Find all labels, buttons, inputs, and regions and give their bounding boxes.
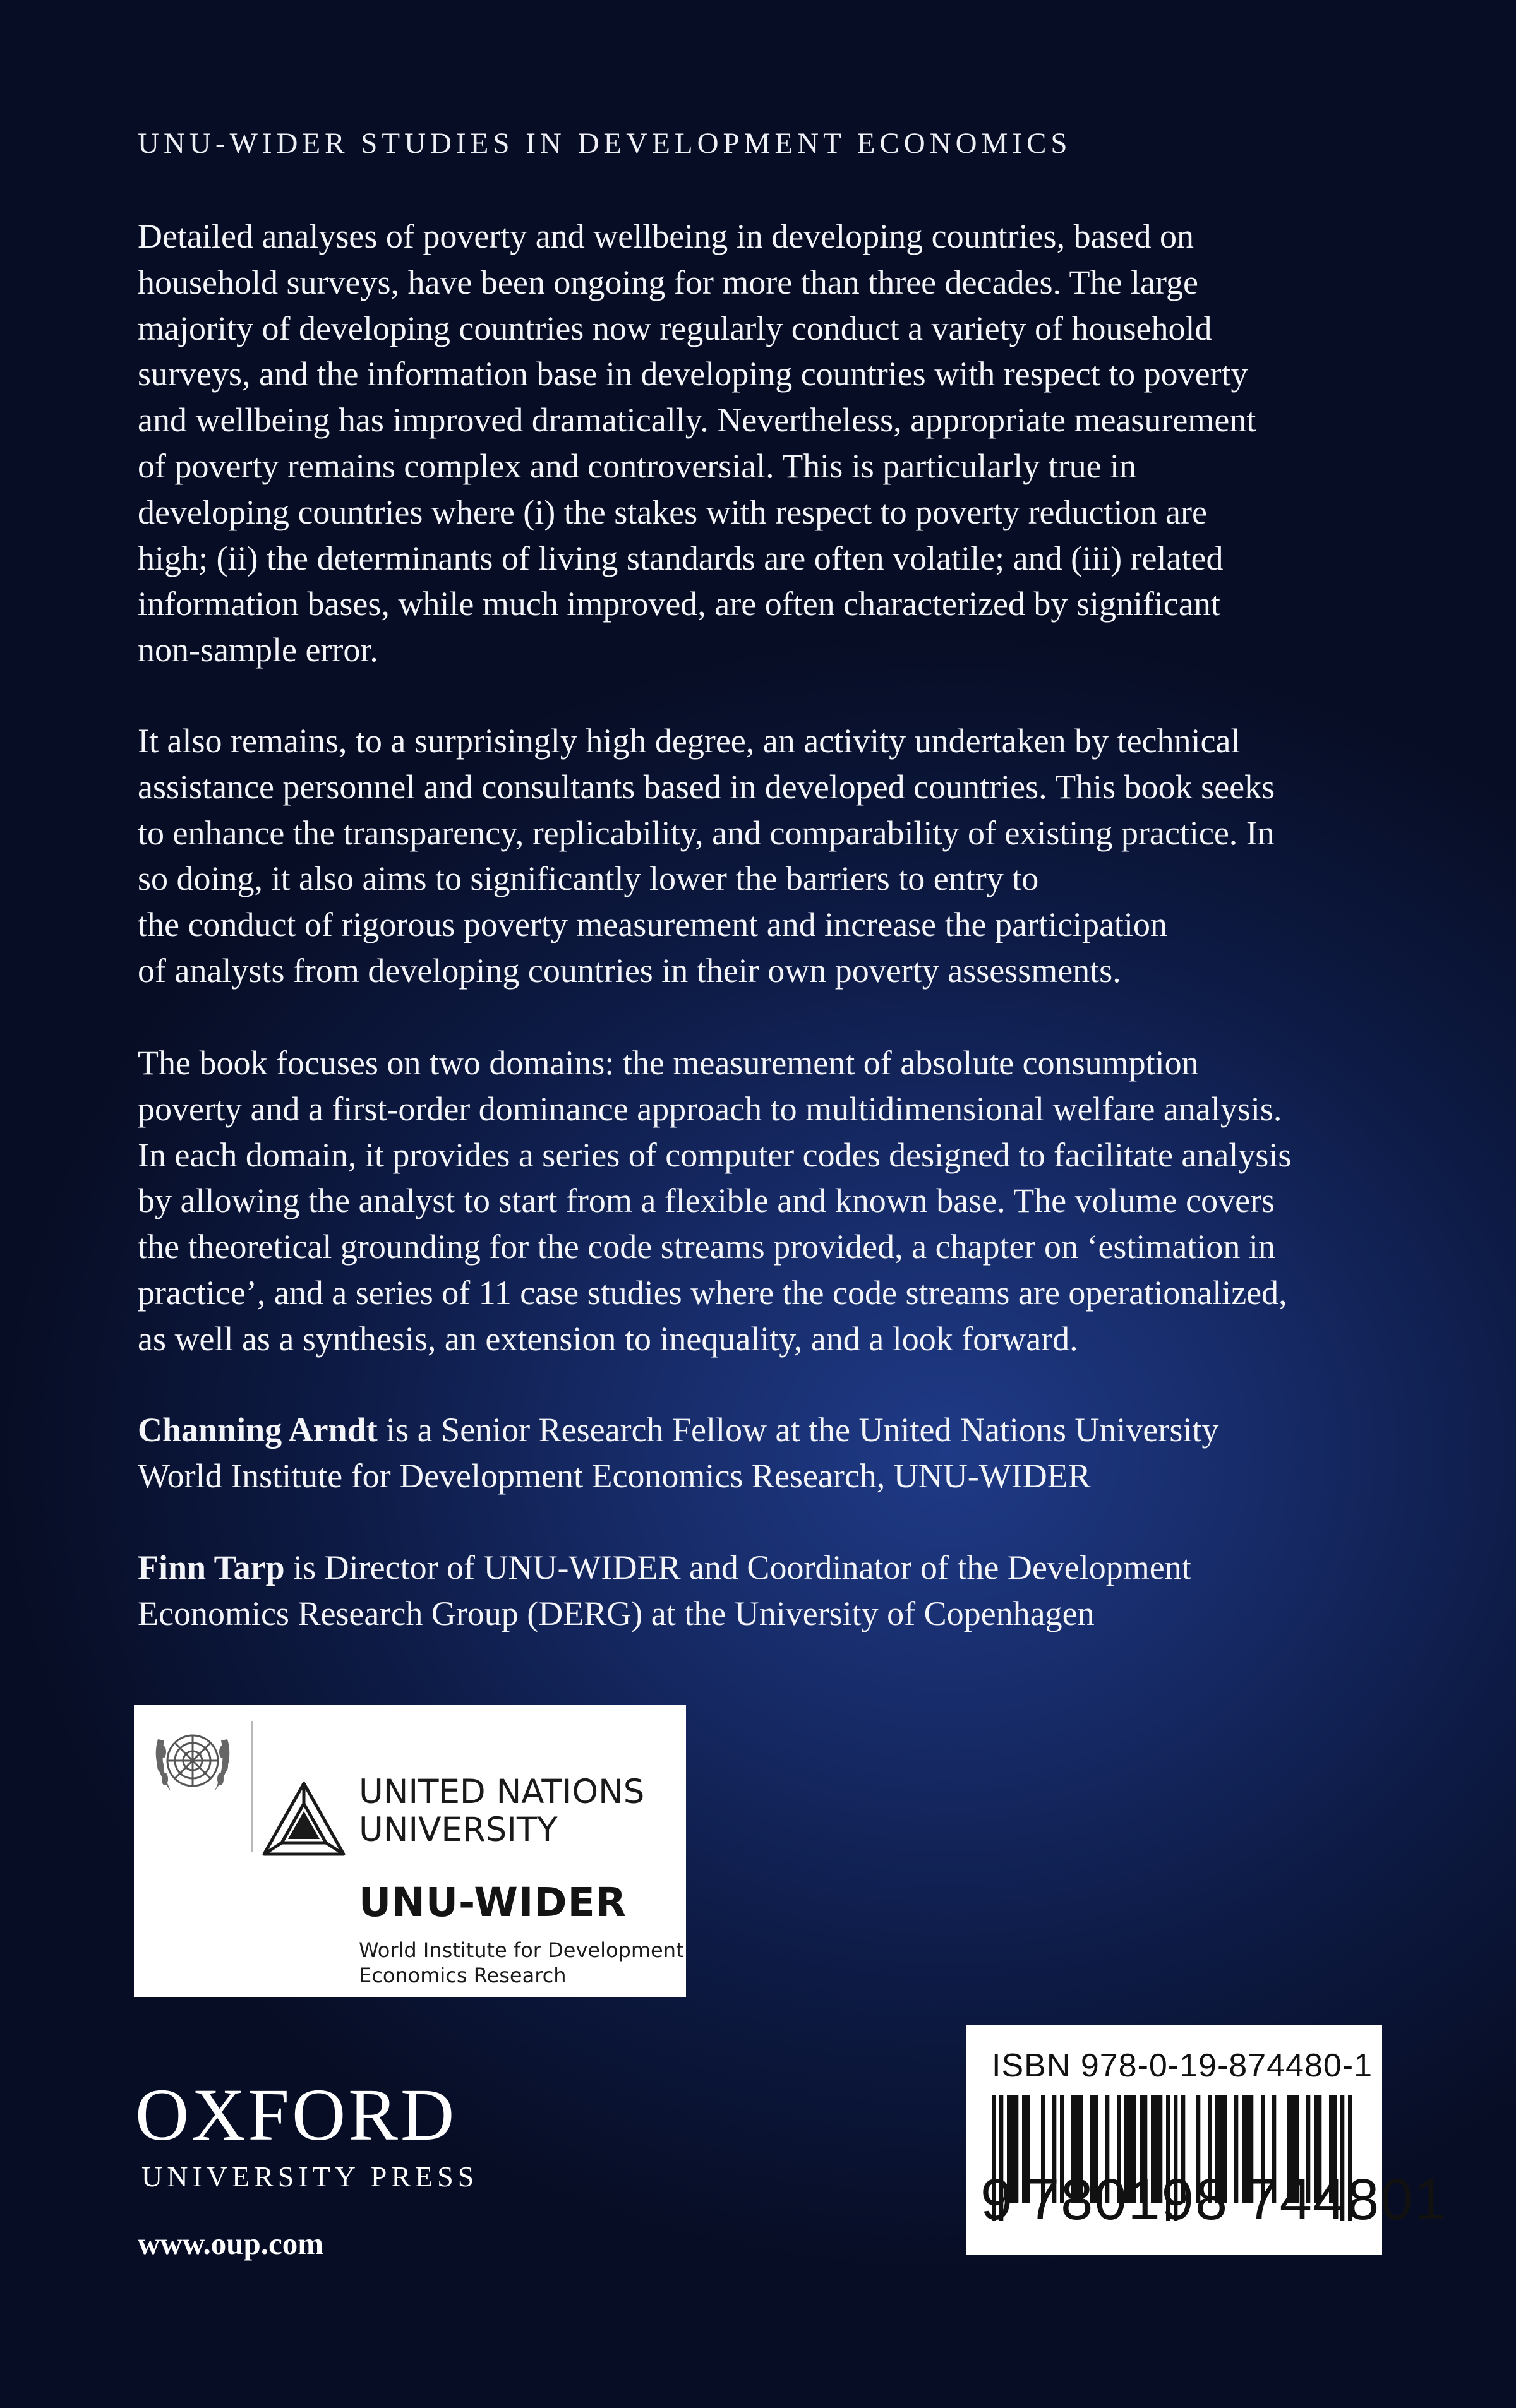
- publisher-website: www.oup.com: [138, 2226, 324, 2261]
- publisher-press: UNIVERSITY PRESS: [141, 2160, 479, 2193]
- un-emblem-icon: [145, 1720, 240, 1809]
- text-line: of poverty remains complex and controversial. This is particularly true in: [138, 446, 1137, 485]
- text-line: so doing, it also aims to significantly lower the barriers to entry to: [138, 860, 1039, 898]
- text-line: developing countries where (i) the stakes with respect to poverty reduction are: [138, 493, 1207, 531]
- text-line: as well as a synthesis, an extension to inequality, and a look forward.: [138, 1319, 1078, 1358]
- unu-triangle-logo-icon: [258, 1777, 350, 1871]
- text-line: The book focuses on two domains: the measurement of absolute consumption: [138, 1044, 1199, 1082]
- text-line: to enhance the transparency, replicability, and comparability of existing practice. In: [138, 813, 1275, 852]
- author-bio-text: is a Senior Research Fellow at the United Nations University: [377, 1411, 1219, 1449]
- text-line: and wellbeing has improved dramatically. Nevertheless, appropriate measurement: [138, 401, 1256, 440]
- unu-name-line: UNITED NATIONS: [359, 1773, 645, 1811]
- logo-divider: [251, 1721, 253, 1852]
- publisher-logo: OXFORD: [135, 2073, 457, 2156]
- barcode-bar: [1014, 2095, 1018, 2203]
- text-line: information bases, while much improved, are often characterized by significant: [138, 585, 1220, 623]
- description-paragraph-2: [138, 718, 1275, 994]
- text-line: Economics Research Group (DERG) at the University of Copenhagen: [138, 1594, 1095, 1632]
- description-paragraph-1: [138, 213, 1256, 673]
- series-title: UNU-WIDER STUDIES IN DEVELOPMENT ECONOMICS: [138, 127, 1072, 160]
- unu-wider-logo-panel: [134, 1705, 686, 1997]
- ean-first-digit: 9: [980, 2167, 1013, 2232]
- author-bio-arndt: [138, 1407, 1218, 1499]
- text-line: [138, 1407, 1218, 1453]
- ean-digits: 780198 744801: [1027, 2167, 1448, 2232]
- text-line: by allowing the analyst to start from a flexible and known base. The volume covers: [138, 1182, 1275, 1220]
- text-line: high; (ii) the determinants of living standards are often volatile; and (iii) related: [138, 539, 1224, 577]
- barcode-bar: [1022, 2095, 1026, 2203]
- text-line: household surveys, have been ongoing for more than three decades. The large: [138, 263, 1198, 301]
- isbn-text: ISBN 978-0-19-874480-1: [992, 2047, 1373, 2084]
- isbn-barcode-panel: [966, 2025, 1448, 2255]
- text-line: non-sample error.: [138, 631, 378, 669]
- text-line: poverty and a first-order dominance approach to multidimensional welfare analysis.: [138, 1089, 1282, 1128]
- text-line: [138, 1545, 1191, 1591]
- author-bio-text: is Director of UNU-WIDER and Coordinator of the Development: [284, 1548, 1191, 1586]
- text-line: World Institute for Development Economics Research, UNU-WIDER: [138, 1456, 1091, 1495]
- text-line: In each domain, it provides a series of computer codes designed to facilitate analysis: [138, 1135, 1292, 1174]
- author-name: Finn Tarp: [138, 1548, 285, 1586]
- text-line: the theoretical grounding for the code streams provided, a chapter on ‘estimation in: [138, 1228, 1275, 1266]
- text-line: of analysts from developing countries in their own poverty assessments.: [138, 951, 1121, 990]
- text-line: Detailed analyses of poverty and wellbeing in developing countries, based on: [138, 217, 1194, 255]
- text-line: It also remains, to a surprisingly high degree, an activity undertaken by technical: [138, 722, 1241, 760]
- unu-wider-title: UNU-WIDER: [359, 1879, 627, 1926]
- text-line: assistance personnel and consultants based in developed countries. This book seeks: [138, 767, 1275, 806]
- text-line: surveys, and the information base in developing countries with respect to poverty: [138, 355, 1248, 393]
- text-line: practice’, and a series of 11 case studies where the code streams are operationalized,: [138, 1273, 1287, 1312]
- unu-name-line: UNIVERSITY: [359, 1811, 558, 1849]
- text-line: majority of developing countries now regularly conduct a variety of household: [138, 309, 1212, 347]
- unu-wider-description: [359, 1938, 684, 1988]
- description-paragraph-3: [138, 1040, 1291, 1362]
- unu-wider-description-line: World Institute for Development: [359, 1938, 684, 1962]
- unu-name: [359, 1773, 644, 1849]
- unu-wider-description-line: Economics Research: [359, 1963, 567, 1987]
- text-line: the conduct of rigorous poverty measurement and increase the participation: [138, 906, 1167, 944]
- author-bio-tarp: [138, 1545, 1191, 1637]
- author-name: Channing Arndt: [138, 1411, 378, 1449]
